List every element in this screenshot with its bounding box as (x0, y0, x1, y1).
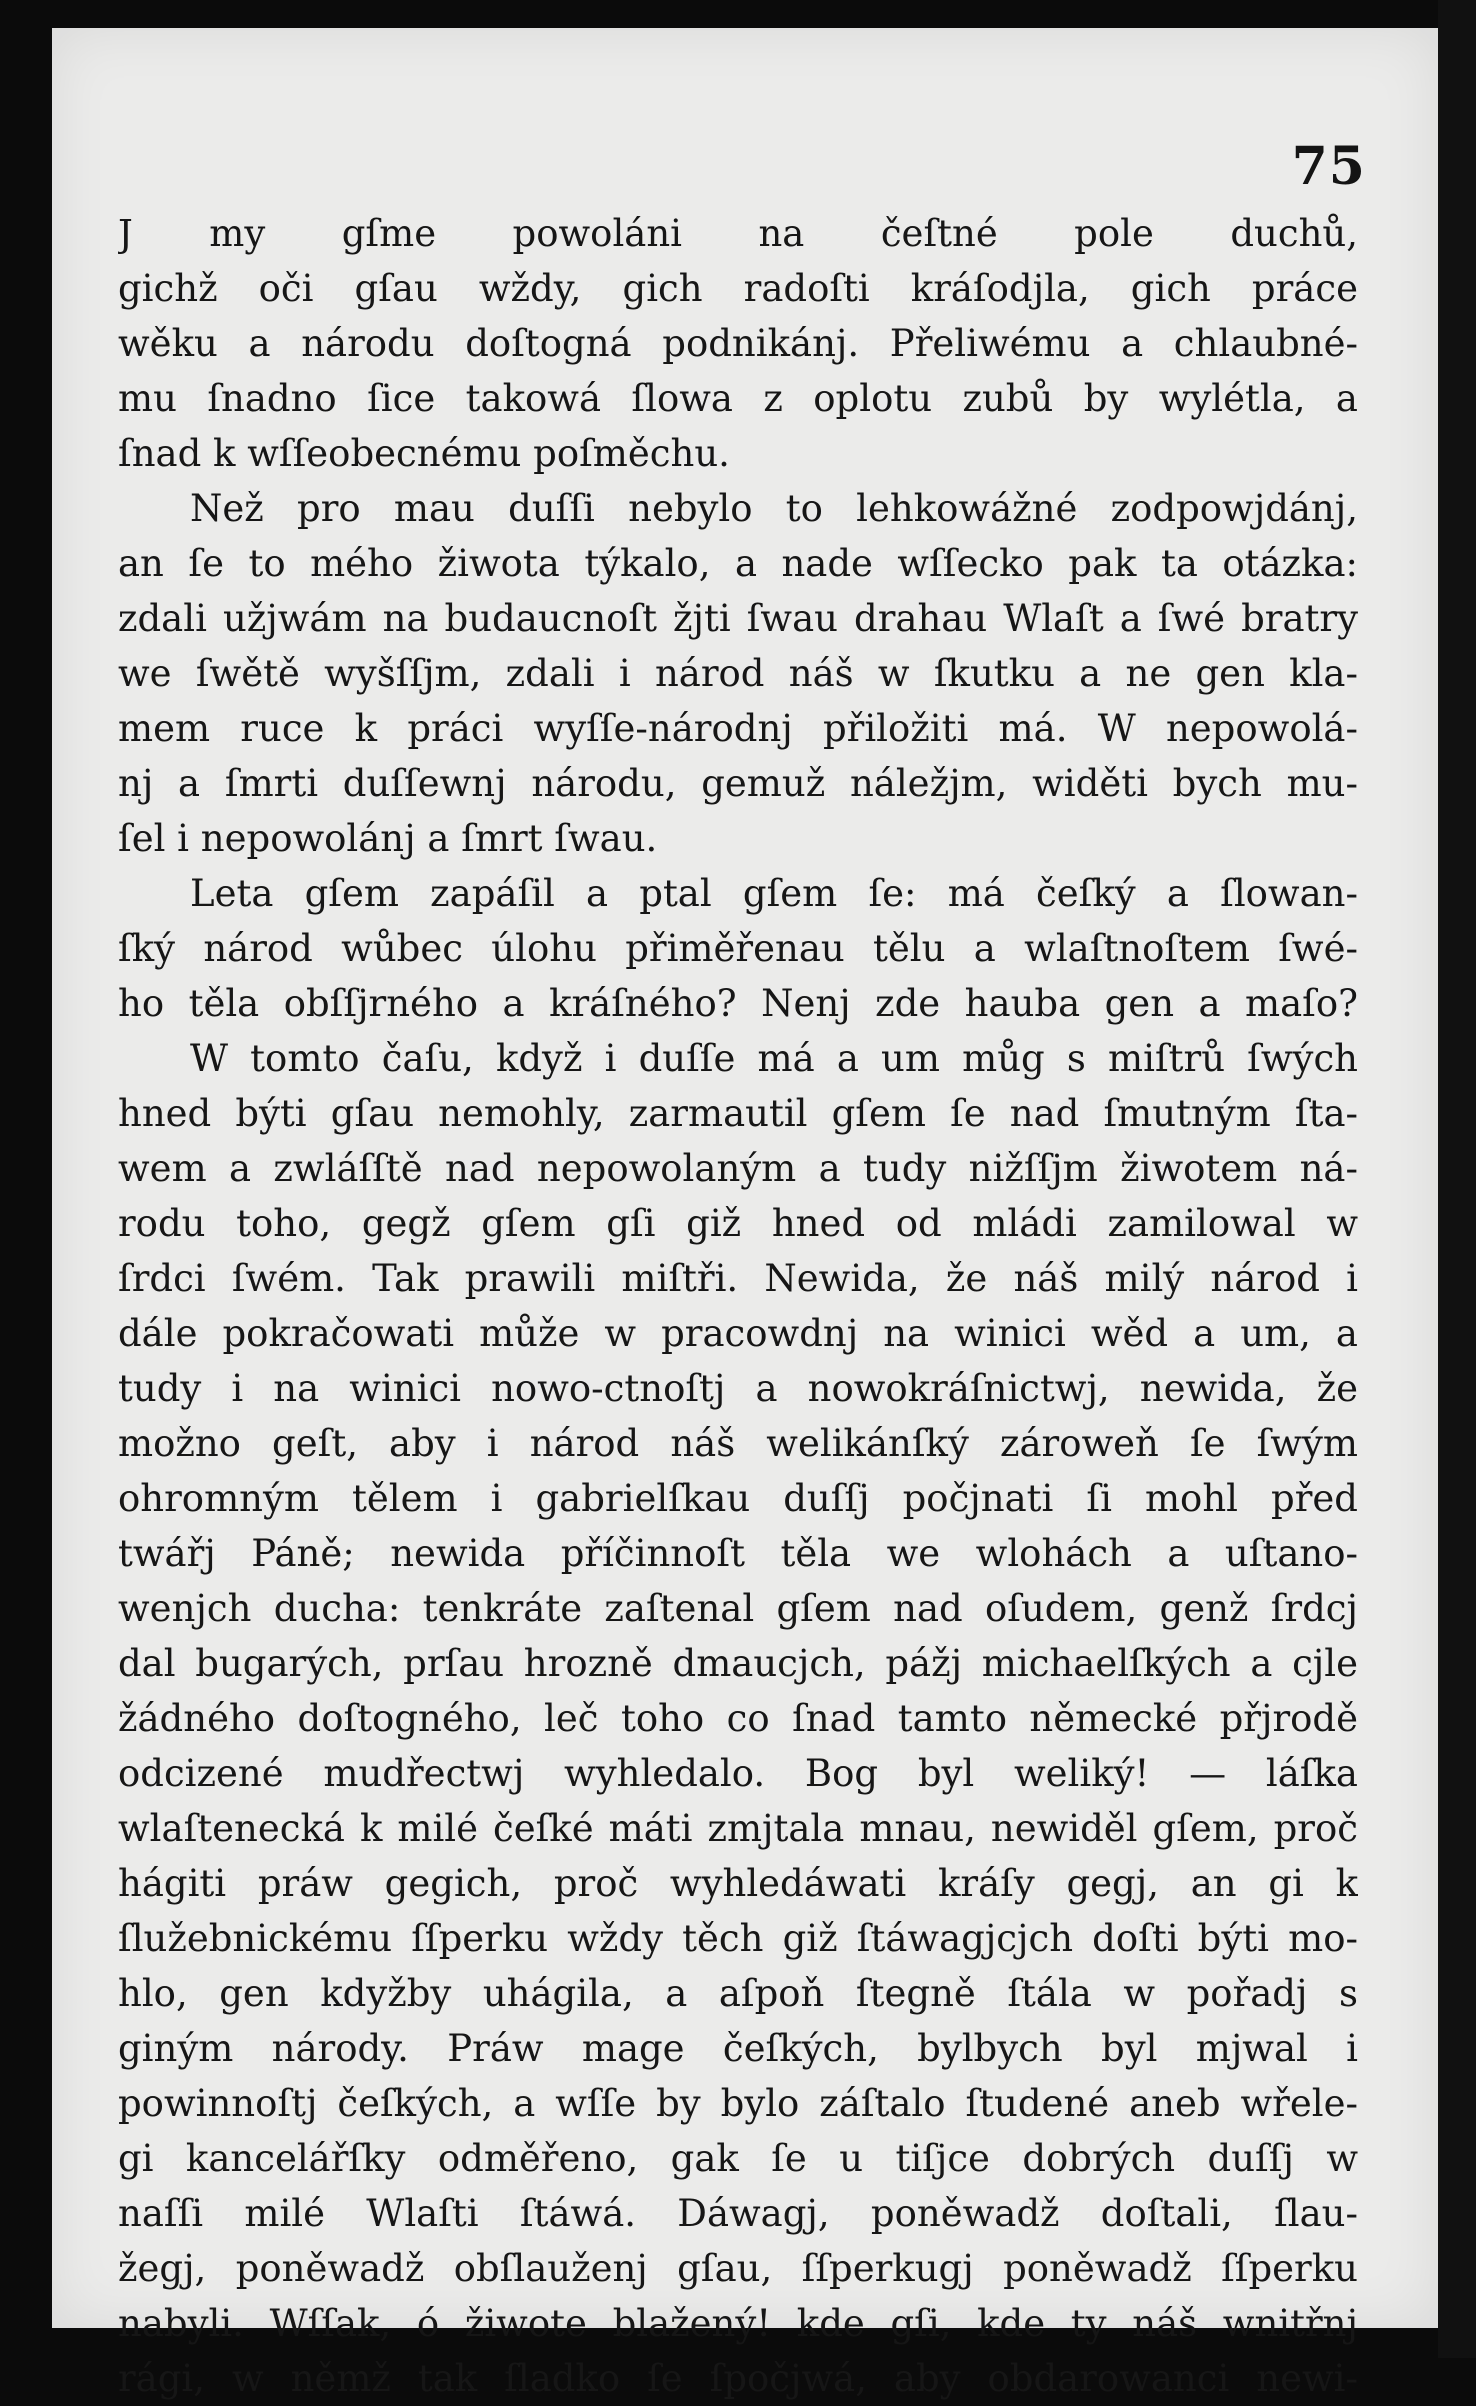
text-line: hágiti práw gegich, proč wyhledáwati kráſy gegj, an gi k (118, 1862, 1358, 1905)
text-line: dále pokračowati může w pracowdnj na winici wěd a um, a (118, 1312, 1358, 1355)
text-line: powinnoſtj čeſkých, a wſſe by bylo záſtalo ſtudené aneb wřele- (118, 2082, 1358, 2125)
text-line: twářj Páně; newida příčinnoſt těla we wlohách a uſtano- (118, 1532, 1358, 1575)
text-line: žegj, poněwadž obſlauženj gſau, ſſperkugj poněwadž ſſperku (118, 2247, 1358, 2290)
text-line: gi kancelářſky odměřeno, gak ſe u tiſjce dobrých duſſj w (118, 2137, 1358, 2180)
text-line: hned býti gſau nemohly, zarmautil gſem ſe nad ſmutným ſta- (118, 1092, 1358, 1135)
text-line: ſnad k wſſeobecnému poſměchu. (118, 432, 730, 475)
text-line: W tomto čaſu, když i duſſe má a um můg s miſtrů ſwých (190, 1037, 1358, 1080)
text-line: dal bugarých, prſau hrozně dmaucjch, pážj michaelſkých a cjle (118, 1642, 1358, 1685)
scan-border (1438, 0, 1476, 2358)
book-page (52, 28, 1438, 2400)
page-number: 75 (1291, 136, 1366, 197)
text-line: ſel i nepowolánj a ſmrt ſwau. (118, 817, 658, 860)
text-line: we ſwětě wyšſſjm, zdali i národ náš w ſkutku a ne gen kla- (118, 652, 1358, 695)
text-line: Leta gſem zapáſil a ptal gſem ſe: má čeſký a ſlowan- (190, 872, 1358, 915)
text-line: možno geſt, aby i národ náš welikánſký zároweň ſe ſwým (118, 1422, 1358, 1465)
text-line: naſſi milé Wlaſti ſtáwá. Dáwagj, poněwadž doſtali, ſlau- (118, 2192, 1358, 2235)
text-line: wem a zwláſſtě nad nepowolaným a tudy nižſſjm žiwotem ná- (118, 1147, 1358, 1190)
text-line: ohromným tělem i gabrielſkau duſſj počjnati ſi mohl před (118, 1477, 1358, 1520)
text-line: odcizené mudřectwj wyhledalo. Bog byl weliký! — láſka (118, 1752, 1358, 1795)
text-line: an ſe to mého žiwota týkalo, a nade wſſecko pak ta otázka: (118, 542, 1358, 585)
text-line: ſlužebnickému ſſperku wždy těch giž ſtáwagjcjch doſti býti mo- (118, 1917, 1358, 1960)
text-line: ſký národ wůbec úlohu přiměřenau tělu a wlaſtnoſtem ſwé- (118, 927, 1358, 970)
text-line: nabyli. Wſſak, ó žiwote blažený! kde gſi, kde ty náš wnitřnj (118, 2302, 1358, 2345)
text-line: rodu toho, gegž gſem gſi giž hned od mládi zamilowal w (118, 1202, 1358, 1245)
text-line: giným národy. Práw mage čeſkých, bylbych byl mjwal i (118, 2027, 1358, 2070)
text-line: ho těla obſſjrného a kráſného? Nenj zde hauba gen a maſo? (118, 982, 1358, 1025)
text-line: hlo, gen kdyžby uhágila, a aſpoň ſtegně ſtála w pořadj s (118, 1972, 1358, 2015)
text-line: žádného doſtogného, leč toho co ſnad tamto německé přjrodě (118, 1697, 1358, 1740)
text-line: wenjch ducha: tenkráte zaſtenal gſem nad oſudem, genž ſrdcj (118, 1587, 1358, 1630)
text-line: J my gſme powoláni na čeſtné pole duchů, (118, 212, 1358, 255)
text-line: rági, w němž tak ſladko ſe ſpočjwá, aby obdarowanci newi- (118, 2357, 1358, 2400)
text-line: wlaſtenecká k milé čeſké máti zmjtala mnau, newiděl gſem, proč (118, 1807, 1358, 1850)
text-line: gichž oči gſau wždy, gich radoſti kráſodjla, gich práce (118, 267, 1358, 310)
text-line: wěku a národu doſtogná podnikánj. Přeliwému a chlaubné- (118, 322, 1358, 365)
text-line: ſrdci ſwém. Tak prawili miſtři. Newida, že náš milý národ i (118, 1257, 1358, 1300)
text-line: zdali užjwám na budaucnoſt žjti ſwau drahau Wlaſt a ſwé bratry (118, 597, 1358, 640)
text-line: mu ſnadno ſice takowá ſlowa z oplotu zubů by wylétla, a (118, 377, 1358, 420)
text-line: nj a ſmrti duſſewnj národu, gemuž náležjm, widěti bych mu- (118, 762, 1358, 805)
text-line: tudy i na winici nowo-ctnoſtj a nowokráſnictwj, newida, že (118, 1367, 1358, 1410)
text-line: Než pro mau duſſi nebylo to lehkowážné zodpowjdánj, (190, 487, 1358, 530)
body-text (118, 206, 1358, 2406)
text-line: mem ruce k práci wyſſe-národnj přiložiti má. W nepowolá- (118, 707, 1358, 750)
